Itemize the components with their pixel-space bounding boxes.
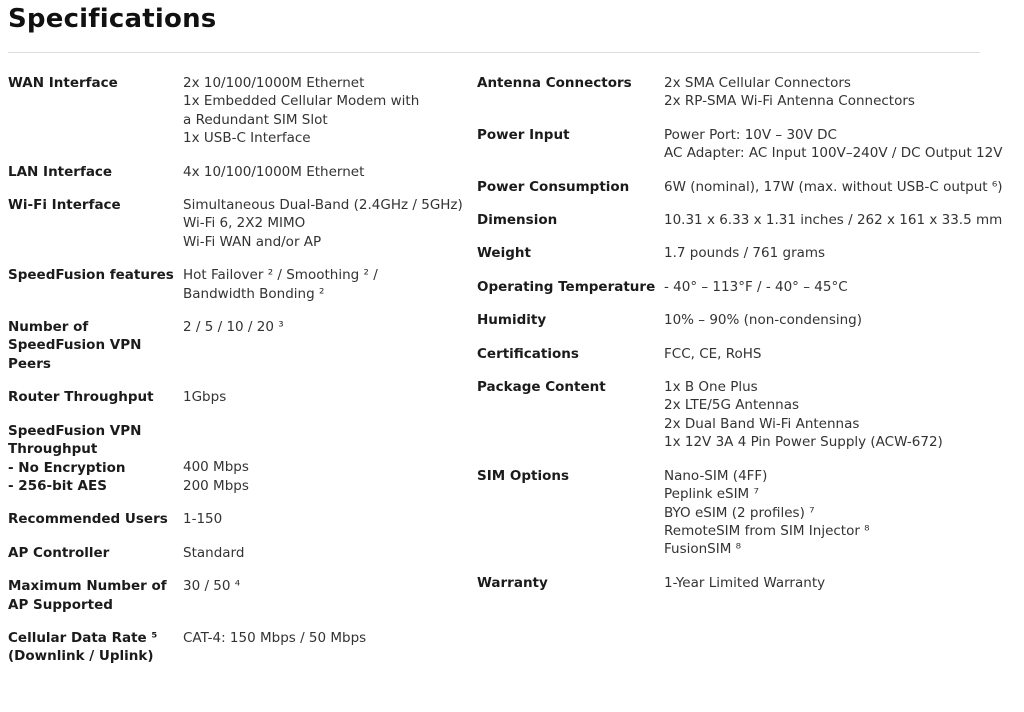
spec-value-line: 2 / 5 / 10 / 20 ³: [183, 319, 284, 336]
spec-label: [8, 318, 183, 373]
spec-value-line: 2x Dual Band Wi-Fi Antennas: [664, 415, 860, 432]
spec-value-line: 1.7 pounds / 761 grams: [664, 245, 826, 262]
spec-value-line: 1x 12V 3A 4 Pin Power Supply (ACW-672): [664, 434, 943, 451]
spec-value: [183, 163, 468, 181]
spec-value: [664, 345, 1014, 363]
spec-value-line: Bandwidth Bonding ²: [183, 285, 325, 302]
spec-label: [477, 378, 664, 452]
spec-label: [477, 244, 664, 262]
spec-value-line: Simultaneous Dual-Band (2.4GHz / 5GHz): [183, 197, 463, 214]
spec-label: [8, 577, 183, 614]
spec-value-line: 1x Embedded Cellular Modem with: [183, 93, 420, 110]
spec-row-humidity: [477, 311, 1017, 329]
spec-row-router-throughput: [8, 388, 468, 406]
spec-label-line: SpeedFusion features: [8, 267, 174, 284]
spec-row-recommended-users: [8, 510, 468, 528]
spec-label-line: Router Throughput: [8, 389, 154, 406]
spec-value: [183, 74, 468, 148]
spec-label-line: Weight: [477, 245, 531, 262]
spec-value: [183, 196, 468, 251]
spec-value: [183, 388, 468, 406]
spec-label: [8, 544, 183, 562]
spec-value: [664, 74, 1014, 111]
spec-row-power-input: [477, 126, 1017, 163]
spec-value: [183, 629, 468, 666]
spec-label-line: Operating Temperature: [477, 278, 656, 295]
spec-label-line: SIM Options: [477, 467, 570, 484]
spec-value: [664, 278, 1014, 296]
spec-row-weight: [477, 244, 1017, 262]
spec-label-line: SpeedFusion VPN: [8, 422, 142, 439]
spec-label-line: Certifications: [477, 345, 579, 362]
spec-value: [664, 378, 1014, 452]
spec-value-line: - 40° – 113°F / - 40° – 45°C: [664, 278, 848, 295]
spec-value: [183, 422, 468, 496]
spec-value: [664, 211, 1014, 229]
spec-label-line: Maximum Number of: [8, 578, 167, 595]
spec-value: [664, 311, 1014, 329]
spec-value: [183, 510, 468, 528]
spec-label: [477, 178, 664, 196]
spec-label-line: Recommended Users: [8, 511, 168, 528]
spec-row-number-of-speedfusion-vpn-peers: [8, 318, 468, 373]
spec-label-line: Antenna Connectors: [477, 75, 632, 91]
spec-value-line: 1-150: [183, 511, 223, 528]
spec-row-speedfusion-features: [8, 266, 468, 303]
spec-value-line: CAT-4: 150 Mbps / 50 Mbps: [183, 629, 367, 646]
spec-value-line: 30 / 50 ⁴: [183, 578, 241, 595]
spec-value: [183, 318, 468, 373]
spec-row-sim-options: [477, 467, 1017, 559]
spec-row-antenna-connectors: [477, 74, 1017, 111]
spec-label-line: Peers: [8, 355, 51, 372]
spec-value: [183, 577, 468, 614]
spec-label-line: WAN Interface: [8, 75, 118, 91]
spec-label-line: AP Controller: [8, 544, 110, 561]
spec-label-line: (Downlink / Uplink): [8, 648, 154, 665]
spec-label-line: AP Supported: [8, 596, 113, 613]
spec-value: [183, 544, 468, 562]
spec-value-line: 2x 10/100/1000M Ethernet: [183, 75, 365, 91]
spec-label: [8, 196, 183, 251]
spec-label-line: SpeedFusion VPN: [8, 337, 142, 354]
spec-value-spacer: [183, 440, 468, 458]
spec-label: [477, 74, 664, 111]
spec-label-line: Warranty: [477, 574, 548, 591]
spec-value-line: 6W (nominal), 17W (max. without USB-C output ⁶): [664, 178, 1003, 195]
spec-row-package-content: [477, 378, 1017, 452]
spec-value-line: 1Gbps: [183, 389, 227, 406]
spec-value: [664, 126, 1014, 163]
spec-row-certifications: [477, 345, 1017, 363]
spec-row-dimension: [477, 211, 1017, 229]
spec-label: [8, 74, 183, 148]
spec-value-line: Nano-SIM (4FF): [664, 467, 768, 484]
spec-label-line: Dimension: [477, 212, 558, 229]
spec-value-line: Wi-Fi 6, 2X2 MIMO: [183, 215, 306, 232]
spec-value-line: Standard: [183, 544, 245, 561]
spec-label-line: LAN Interface: [8, 163, 113, 180]
spec-value-line: 2x SMA Cellular Connectors: [664, 75, 851, 91]
spec-label: [477, 278, 664, 296]
spec-value-line: 1x USB-C Interface: [183, 130, 311, 147]
spec-label-line: - No Encryption: [8, 459, 126, 476]
spec-label: [477, 126, 664, 163]
spec-label-line: Throughput: [8, 441, 98, 458]
spec-label-line: Package Content: [477, 379, 606, 396]
spec-value-line: Wi-Fi WAN and/or AP: [183, 233, 322, 250]
spec-row-ap-controller: [8, 544, 468, 562]
spec-label: [8, 510, 183, 528]
spec-value-line: 10% – 90% (non-condensing): [664, 312, 862, 329]
spec-label: [477, 467, 664, 559]
spec-value: [664, 467, 1014, 559]
spec-label-line: Power Input: [477, 126, 570, 143]
title-divider: [8, 52, 980, 53]
spec-label: [477, 311, 664, 329]
spec-label: [8, 388, 183, 406]
spec-value-line: AC Adapter: AC Input 100V–240V / DC Output 12V: [664, 145, 1003, 162]
spec-value-line: Peplink eSIM ⁷: [664, 486, 759, 503]
spec-value-line: BYO eSIM (2 profiles) ⁷: [664, 504, 815, 521]
spec-label: [8, 422, 183, 496]
spec-value-line: FCC, CE, RoHS: [664, 345, 762, 362]
spec-value-spacer: [183, 422, 468, 440]
spec-row-power-consumption: [477, 178, 1017, 196]
page-title: Specifications: [8, 4, 217, 34]
spec-value-line: RemoteSIM from SIM Injector ⁸: [664, 522, 870, 539]
spec-row-warranty: [477, 574, 1017, 592]
spec-value-line: 2x LTE/5G Antennas: [664, 397, 800, 414]
spec-value: [183, 266, 468, 303]
spec-row-cellular-data-rate-downlink-uplink: [8, 629, 468, 666]
spec-value-line: Power Port: 10V – 30V DC: [664, 126, 837, 143]
spec-value-line: FusionSIM ⁸: [664, 541, 742, 558]
spec-row-wi-fi-interface: [8, 196, 468, 251]
spec-value-line: 2x RP-SMA Wi-Fi Antenna Connectors: [664, 93, 915, 110]
spec-label-line: Wi-Fi Interface: [8, 197, 121, 214]
spec-value: [664, 244, 1014, 262]
spec-label-line: Cellular Data Rate ⁵: [8, 629, 158, 646]
spec-label: [477, 574, 664, 592]
spec-label: [8, 266, 183, 303]
spec-row-speedfusion-vpn-throughput-no-encryption-256-bit-aes: [8, 422, 468, 496]
spec-value-line: a Redundant SIM Slot: [183, 111, 328, 128]
spec-value-line: 4x 10/100/1000M Ethernet: [183, 163, 365, 180]
spec-value-line: 200 Mbps: [183, 477, 249, 494]
spec-label-line: - 256-bit AES: [8, 477, 107, 494]
spec-value-line: 1x B One Plus: [664, 379, 758, 396]
spec-value: [664, 574, 1014, 592]
spec-value-line: 10.31 x 6.33 x 1.31 inches / 262 x 161 x 33.5 mm: [664, 212, 1003, 229]
spec-value-line: 400 Mbps: [183, 459, 249, 476]
spec-row-lan-interface: [8, 163, 468, 181]
spec-value-line: Hot Failover ² / Smoothing ² /: [183, 267, 378, 284]
spec-label: [8, 163, 183, 181]
spec-label: [477, 211, 664, 229]
spec-label-line: Number of: [8, 319, 89, 336]
spec-label-line: Humidity: [477, 312, 547, 329]
spec-value-line: 1-Year Limited Warranty: [664, 574, 826, 591]
spec-row-operating-temperature: [477, 278, 1017, 296]
spec-row-maximum-number-of-ap-supported: [8, 577, 468, 614]
spec-label-line: Power Consumption: [477, 178, 630, 195]
spec-label: [8, 629, 183, 666]
spec-value: [664, 178, 1014, 196]
spec-label: [477, 345, 664, 363]
spec-row-wan-interface: [8, 74, 468, 148]
spec-column-right: [477, 74, 1017, 607]
spec-column-left: [8, 74, 468, 681]
